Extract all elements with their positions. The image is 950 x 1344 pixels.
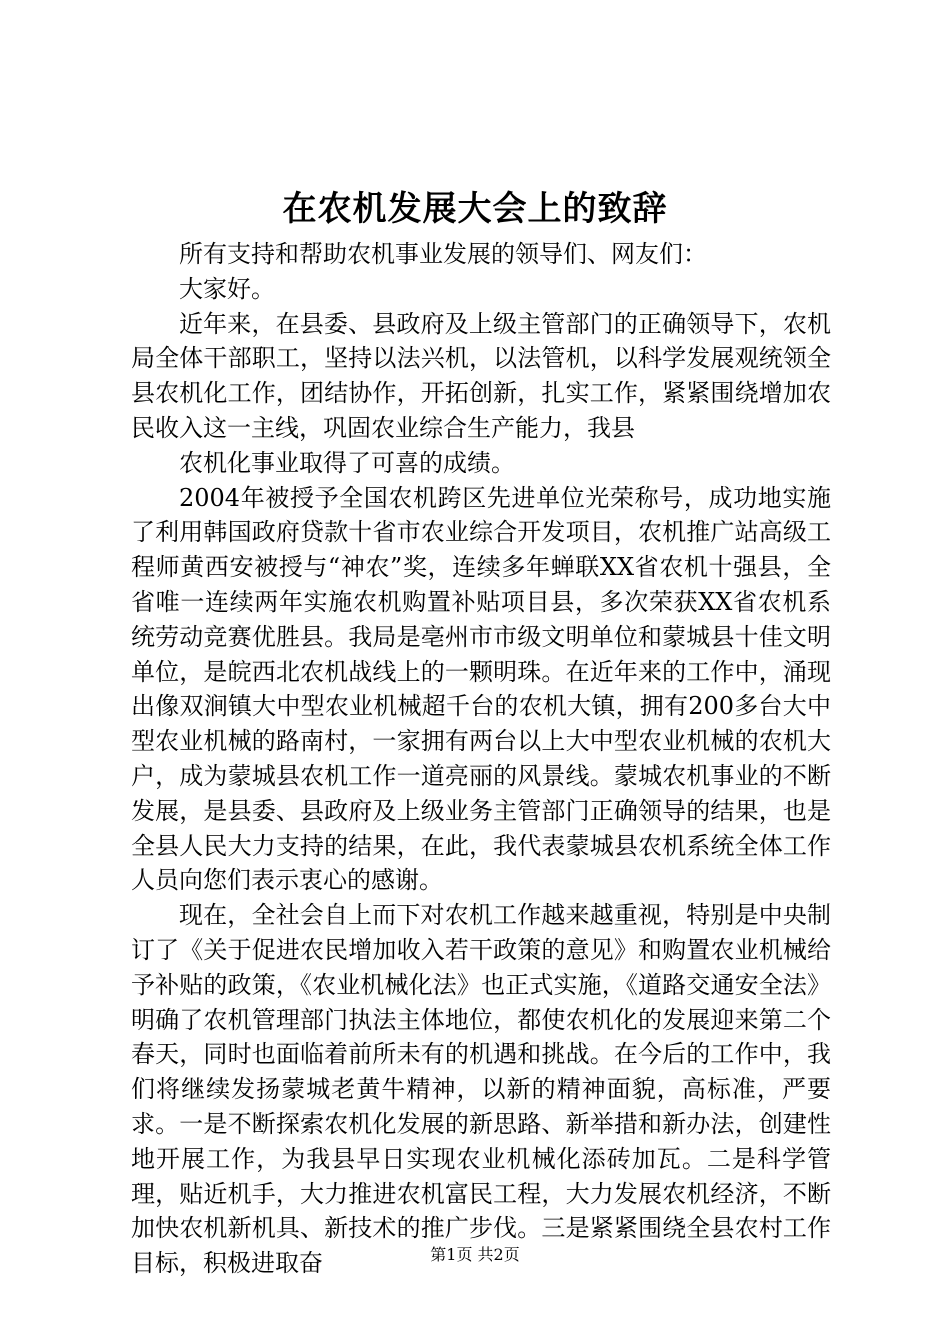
greeting-paragraph: 大家好。 (179, 274, 275, 303)
page-number-footer: 第1页 共2页 (430, 1245, 520, 1264)
document-title: 在农机发展大会上的致辞 (282, 189, 668, 229)
achievements-intro-paragraph: 近年来，在县委、县政府及上级主管部门的正确领导下，农机局全体干部职工，坚持以法兴机，以法管机，以科学发展观统领全县农机化工作，团结协作，开拓创新，扎实工作，紧紧围绕增加农民收入这一主线，巩固农业综合生产能力，我县 (131, 309, 831, 442)
salutation-paragraph: 所有支持和帮助农机事业发展的领导们、网友们： (179, 240, 707, 268)
achievements-summary-paragraph: 农机化事业取得了可喜的成绩。 (179, 448, 515, 477)
achievements-detail-paragraph: 2004年被授予全国农机跨区先进单位光荣称号，成功地实施了利用韩国政府贷款十省市农业综合开发项目，农机推广站高级工程师黄西安被授与“神农”奖，连续多年蝉联XX省农机十强县，全省唯一连续两年实施农机购置补贴项目县，多次荣获XX省农机系统劳动竞赛优胜县。我局是亳州市市级文明单位和蒙城县十佳文明单位，是皖西北农机战线上的一颗明珠。在近年来的工作中，涌现出像双涧镇大中型农业机械超千台的农机大镇，拥有200多台大中型农业机械的路南村，一家拥有两台以上大中型农业机械的农机大户，成为蒙城县农机工作一道亮丽的风景线。蒙城农机事业的不断发展，是县委、县政府及上级业务主管部门正确领导的结果，也是全县人民大力支持的结果，在此，我代表蒙城县农机系统全体工作人员向您们表示衷心的感谢。 (131, 483, 831, 895)
future-plans-paragraph: 现在，全社会自上而下对农机工作越来越重视，特别是中央制订了《关于促进农民增加收入若干政策的意见》和购置农业机械给予补贴的政策，《农业机械化法》也正式实施，《道路交通安全法》明确了农机管理部门执法主体地位，都使农机化的发展迎来第二个春天，同时也面临着前所未有的机遇和挑战。在今后的工作中，我们将继续发扬蒙城老黄牛精神，以新的精神面貌，高标准，严要求。一是不断探索农机化发展的新思路、新举措和新办法，创建性地开展工作，为我县早日实现农业机械化添砖加瓦。二是科学管理，贴近机手，大力推进农机富民工程，大力发展农机经济，不断加快农机新机具、新技术的推广步伐。三是紧紧围绕全县农村工作目标，积极进取奋 (131, 901, 831, 1278)
document-body (131, 237, 831, 1281)
